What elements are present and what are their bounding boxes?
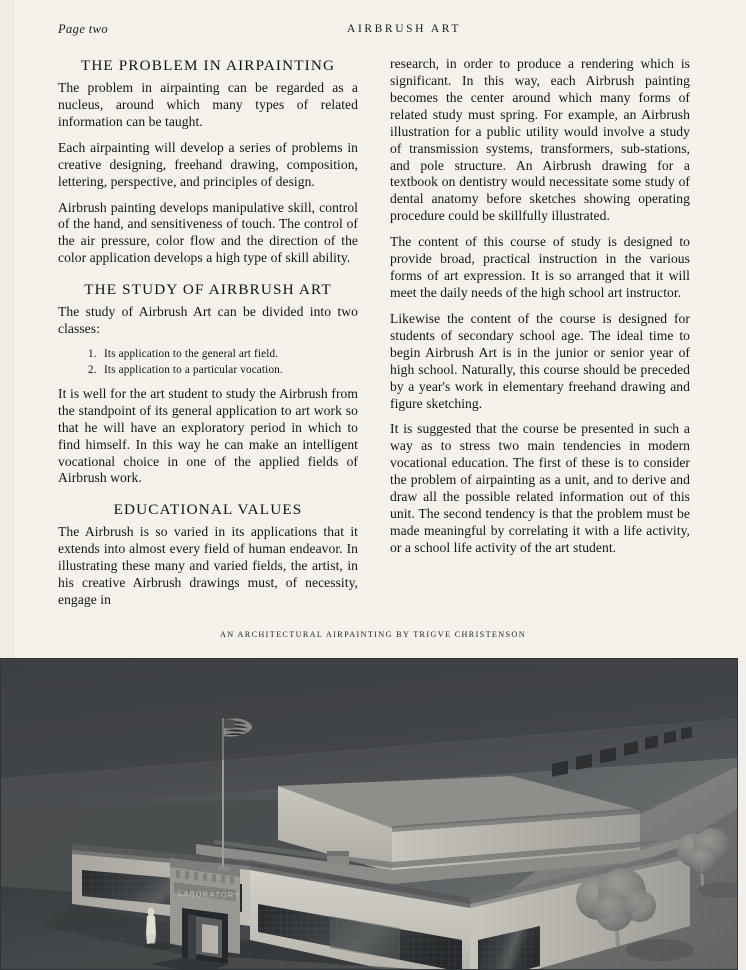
- running-head: [58, 22, 690, 40]
- roof-vent-top: [327, 851, 349, 856]
- paragraph: Each airpainting will develop a series of problems in creative designing, freehand drawing, composition, lettering, perspective, and principles of design.: [58, 139, 358, 189]
- list-item: Its application to a particular vocation.: [104, 363, 283, 376]
- paragraph: It is well for the art student to study the Airbrush from the standpoint of its general application to art work so that he will have an exploratory period in which to find himself. In this way he can make an intelligent vocational choice in one of the applied fields of Airbrush work.: [58, 385, 358, 486]
- numbered-list-classes: [58, 347, 358, 379]
- paragraph: Airbrush painting develops manipulative skill, control of the hand, and sensitiveness of touch. The control of the air pressure, color flow and the direction of the color application develops a high type of skill ability.: [58, 199, 358, 266]
- illustration-caption: AN ARCHITECTURAL AIRPAINTING BY TRIGVE CHRISTENSON: [220, 630, 526, 639]
- running-head-title: AIRBRUSH ART: [347, 23, 461, 35]
- heading-educational-values: EDUCATIONAL VALUES: [113, 501, 303, 519]
- architectural-airpainting-illustration: [0, 658, 738, 970]
- paragraph: research, in order to produce a rendering which is significant. In this way, each Airbrush painting becomes the center around which many forms of related study must spring. For example, an Airbrush illustration for a public utility would involve a study of transmission systems, transformers, sub-stations, and pole structure. An Airbrush drawing for a textbook on dentistry would necessitate some study of dental anatomy before sketches showing operating procedure could be skillfully illustrated.: [390, 56, 690, 224]
- two-column-text: [58, 56, 690, 616]
- list-item: Its application to the general art field.: [104, 348, 279, 361]
- heading-study-of-airbrush-art: THE STUDY OF AIRBRUSH ART: [84, 281, 332, 299]
- paragraph: The study of Airbrush Art can be divided into two classes:: [58, 304, 358, 337]
- right-column: [390, 56, 690, 557]
- page-left-margin: [0, 0, 14, 660]
- figure-shadow: [144, 942, 176, 949]
- paragraph: Likewise the content of the course is designed for students of secondary school age. The ideal time to begin Airbrush Art is in the junior or senior year of high school. Naturally, this course should be preceded by a year's work in elementary freehand drawing and figure sketching.: [390, 310, 690, 411]
- paragraph: The Airbrush is so varied in its applications that it extends into almost every field of human endeavor. In illustrating these many and varied fields, the artist, in his creative Airbrush drawings must, of necessity, engage in: [58, 524, 358, 608]
- door-jamb: [188, 914, 196, 960]
- entrance-sign-text: LABORATORY: [177, 889, 241, 900]
- page-folio: Page two: [58, 22, 109, 36]
- paragraph: The problem in airpainting can be regarded as a nucleus, around which many types of related information can be taught.: [58, 80, 358, 129]
- illustration-svg: [0, 658, 738, 970]
- plate-right-margin: [738, 658, 746, 970]
- left-column: [58, 56, 358, 609]
- paragraph: The content of this course of study is designed to provide broad, practical instruction in the various forms of art expression. It is so arranged that it will meet the daily needs of the high school art instructor.: [390, 234, 690, 300]
- interior-door-panel: [202, 924, 218, 954]
- paragraph: It is suggested that the course be presented in such a way as to stress two main tendencies in modern vocational education. The first of these is to consider the problem of airpainting as a unit, and to derive and draw all the possible related information out of this unit. The second tendency is that the problem must be made meaningful by correlating it with a life activity, or a school life activity of the art student.: [390, 421, 690, 555]
- heading-problem-in-airpainting: THE PROBLEM IN AIRPAINTING: [80, 57, 336, 74]
- tree-shadow-foreground: [626, 939, 694, 961]
